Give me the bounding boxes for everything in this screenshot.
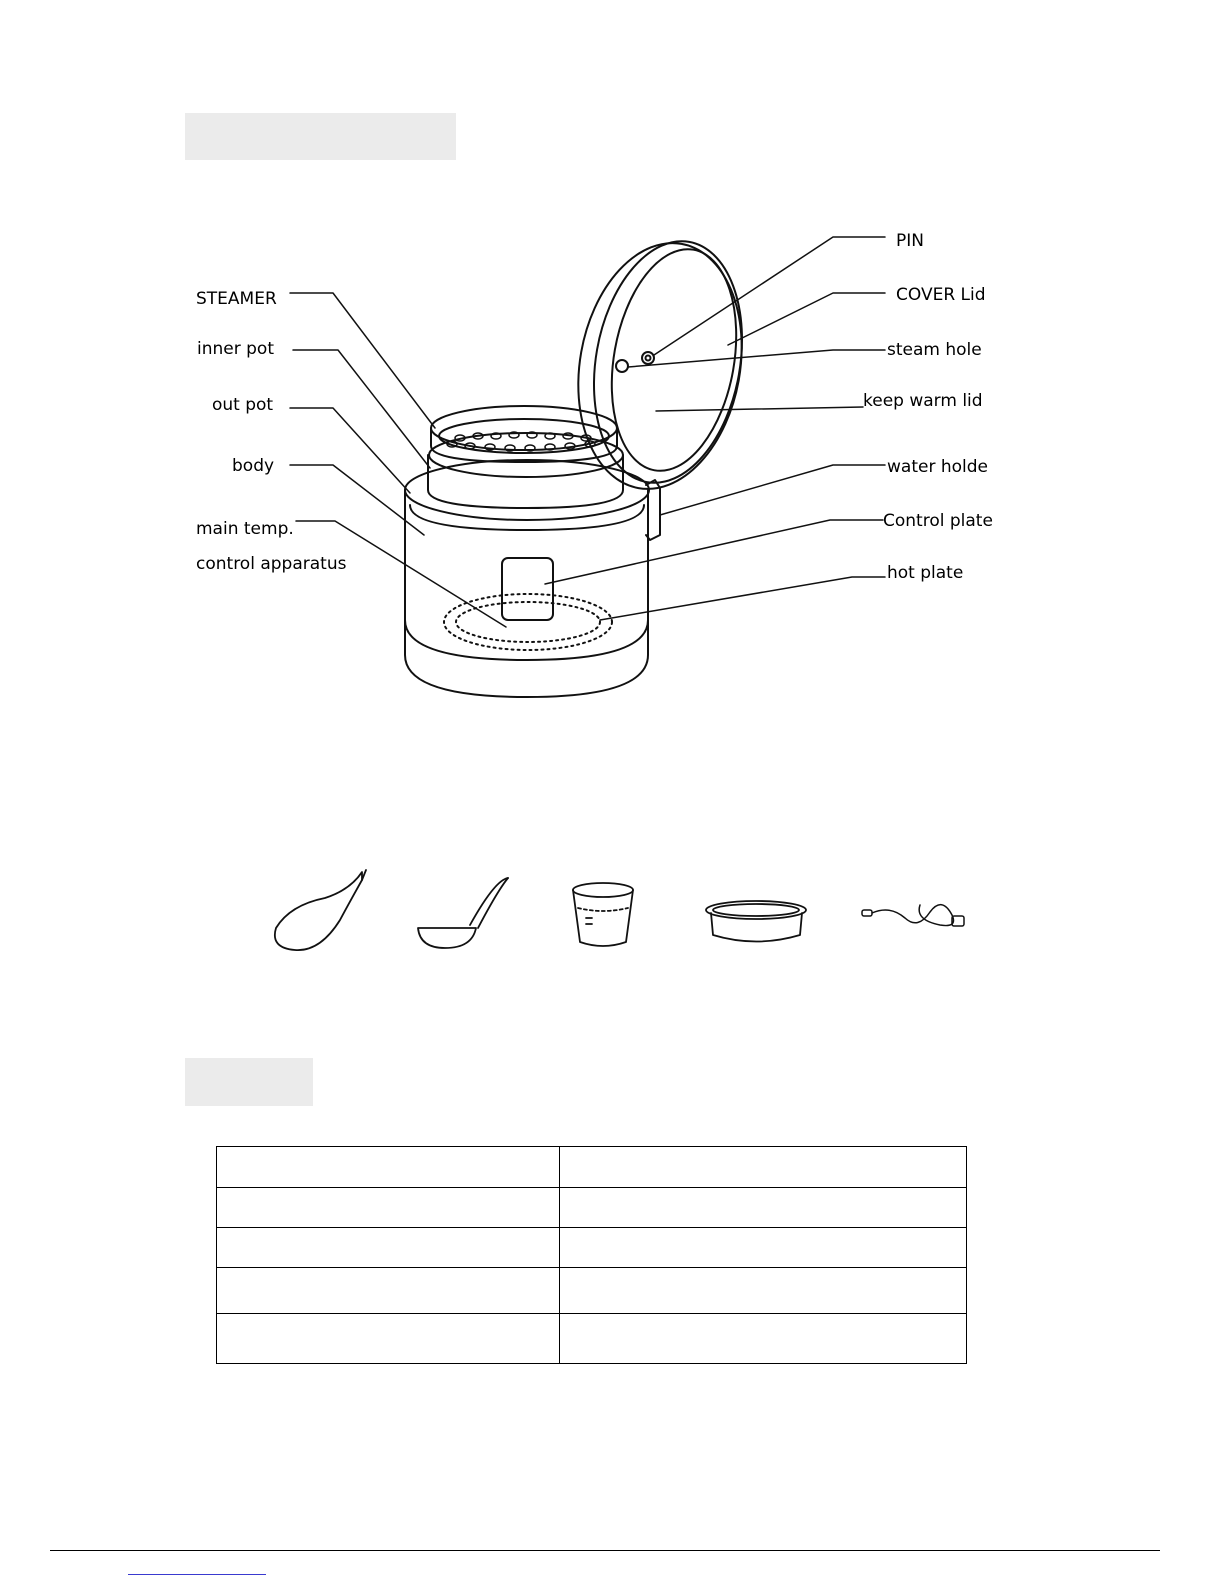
cooker-body-shape (405, 460, 649, 697)
label-main-temp: main temp. (196, 519, 294, 539)
cover-lid-shape (560, 229, 761, 502)
table-row (217, 1314, 967, 1364)
footer-link-underline (128, 1574, 266, 1575)
label-pin: PIN (896, 231, 924, 251)
label-steam-hole: steam hole (887, 340, 982, 360)
hot-plate-shape (444, 594, 612, 650)
spec-table (216, 1146, 967, 1364)
table-cell (217, 1188, 560, 1228)
label-control-plate: Control plate (883, 511, 993, 531)
label-keep-warm-lid: keep warm lid (863, 391, 983, 411)
label-hot-plate: hot plate (887, 563, 964, 583)
label-out-pot: out pot (212, 395, 274, 415)
table-row (217, 1188, 967, 1228)
table-cell (560, 1228, 967, 1268)
table-cell (560, 1314, 967, 1364)
label-control-apparatus: control apparatus (196, 554, 347, 574)
label-water-holder: water holde (887, 457, 988, 477)
table-cell (217, 1314, 560, 1364)
table-cell (217, 1228, 560, 1268)
table-row (217, 1268, 967, 1314)
control-plate-shape (502, 558, 553, 620)
rice-spoon-icon (275, 870, 366, 950)
measuring-cup-icon (573, 883, 633, 946)
table-cell (217, 1268, 560, 1314)
label-steamer: STEAMER (196, 289, 277, 309)
soup-ladle-icon (418, 878, 508, 948)
steamer-tray-icon (706, 901, 806, 942)
leader-lines (290, 237, 885, 627)
table-cell (560, 1268, 967, 1314)
section-heading-specs (185, 1058, 313, 1106)
table-cell (217, 1147, 560, 1188)
table-row (217, 1228, 967, 1268)
label-body: body (232, 456, 275, 476)
table-cell (560, 1147, 967, 1188)
label-cover-lid: COVER Lid (896, 285, 986, 305)
table-row (217, 1147, 967, 1188)
table-cell (560, 1188, 967, 1228)
label-inner-pot: inner pot (197, 339, 274, 359)
power-cord-icon (862, 905, 964, 926)
footer-rule (50, 1550, 1160, 1551)
